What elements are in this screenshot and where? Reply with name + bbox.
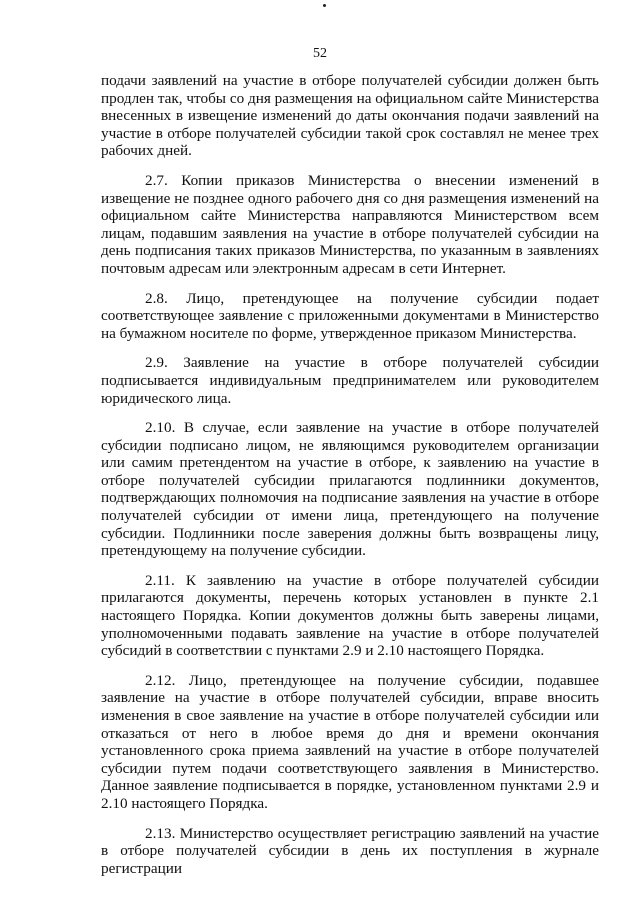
paragraph-continuation: подачи заявлений на участие в отборе получателей субсидии должен быть продлен так, чтобы со дня размещения на официальном сайте Министерства внесенных в извещение изменений до даты окончания подачи заявлений на участие в отборе получателей субсидии такой срок составлял не менее трех рабочих дней. — [101, 72, 599, 160]
scan-speck — [323, 4, 326, 7]
paragraph-2-10: 2.10. В случае, если заявление на участие в отборе получателей субсидии подписано лицом, не являющимся руководителем организации или самим претендентом на участие в отборе, к заявлению на участие в отборе получателей субсидии прилагаются подлинники документов, подтверждающих полномочия на подписание заявления на участие в отборе получателей субсидии от имени лица, претендующего на получение субсидии. Подлинники после заверения должны быть возвращены лицу, претендующему на получение субсидии. — [101, 419, 599, 560]
document-body — [101, 72, 599, 877]
paragraph-2-13: 2.13. Министерство осуществляет регистрацию заявлений на участие в отборе получателей субсидии в день их поступления в журнале регистрации — [101, 824, 599, 877]
paragraph-2-11: 2.11. К заявлению на участие в отборе получателей субсидии прилагаются документы, перечень которых установлен в пункте 2.1 настоящего Порядка. Копии документов должны быть заверены лицами, уполномоченными подавать заявление на участие в отборе получателей субсидий в соответствии с пунктами 2.9 и 2.10 настоящего Порядка. — [101, 571, 599, 660]
page-number: 52 — [313, 46, 327, 61]
paragraph-2-7: 2.7. Копии приказов Министерства о внесении изменений в извещение не позднее одного рабочего дня со дня размещения изменений на официальном сайте Министерства направляются Министерством всем лицам, подавшим заявления на участие в отборе получателей субсидии на день подписания таких приказов Министерства, по указанным в заявлениях почтовым адресам или электронным адресам в сети Интернет. — [101, 171, 599, 277]
paragraph-2-8: 2.8. Лицо, претендующее на получение субсидии подает соответствующее заявление с приложенными документами в Министерство на бумажном носителе по форме, утвержденное приказом Министерства. — [101, 289, 599, 342]
paragraph-2-9: 2.9. Заявление на участие в отборе получателей субсидии подписывается индивидуальным предпринимателем или руководителем юридического лица. — [101, 354, 599, 407]
paragraph-2-12: 2.12. Лицо, претендующее на получение субсидии, подавшее заявление на участие в отборе получателей субсидии, вправе вносить изменения в свое заявление на участие в отборе получателей субсидии или отказаться от него в любое время до дня и времени окончания установленного срока приема заявлений на участие в отборе получателей субсидии путем подачи соответствующего заявления в Министерство. Данное заявление подписывается в порядке, установленном пунктами 2.9 и 2.10 настоящего Порядка. — [101, 671, 599, 812]
